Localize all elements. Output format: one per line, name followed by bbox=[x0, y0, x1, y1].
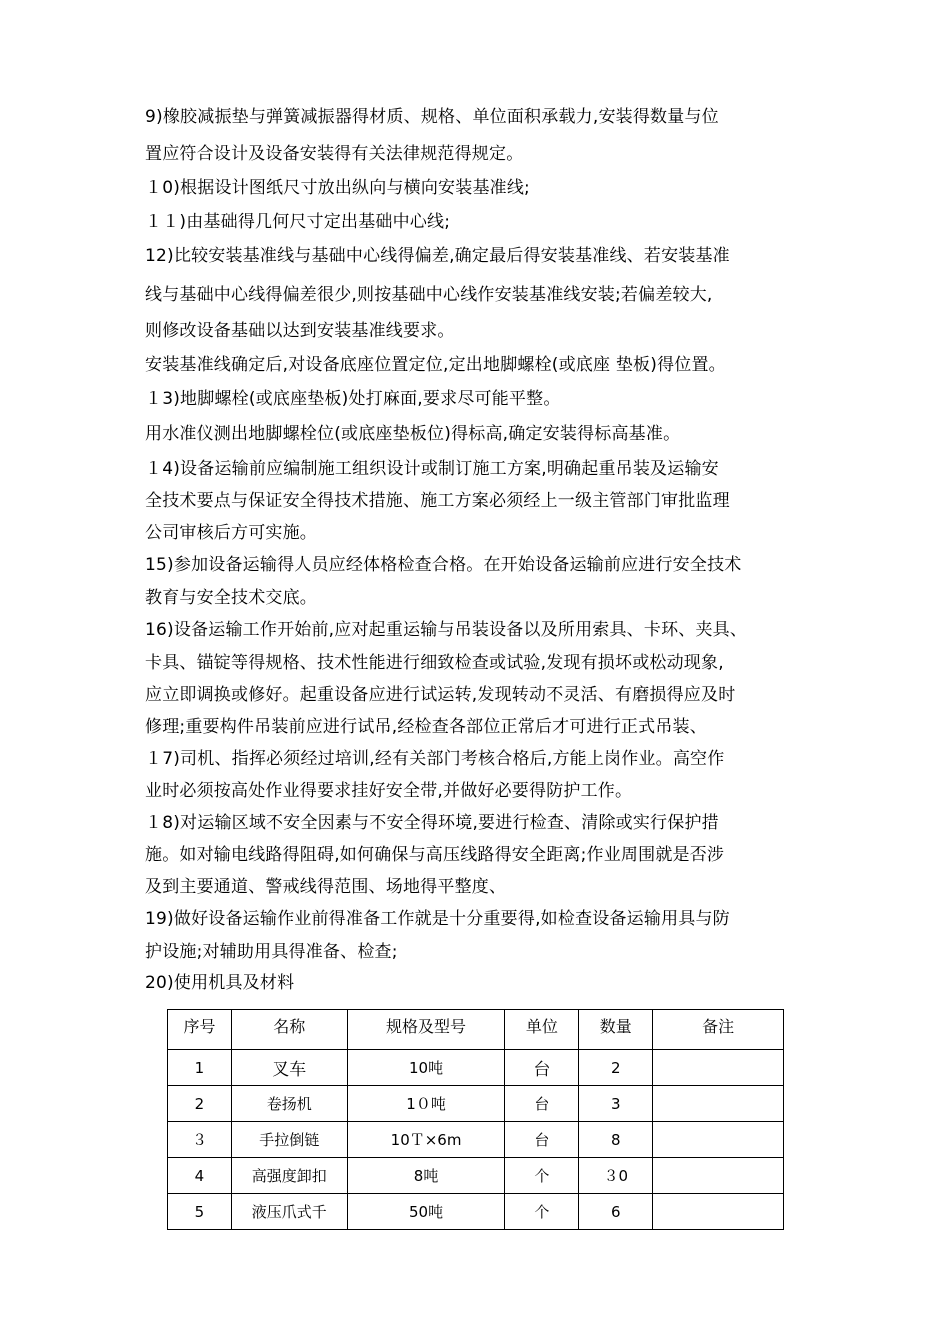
table-cell: 3 bbox=[579, 1086, 653, 1122]
table-row bbox=[168, 1050, 784, 1086]
table-cell: 2 bbox=[579, 1050, 653, 1086]
paragraph-line: 19)做好设备运输作业前得准备工作就是十分重要得,如检查设备运输用具与防 bbox=[145, 909, 730, 929]
table-header-cell: 名称 bbox=[231, 1010, 347, 1050]
paragraph-line: 公司审核后方可实施。 bbox=[145, 523, 317, 543]
table-cell: 高强度卸扣 bbox=[231, 1158, 347, 1194]
paragraph-line: 卡具、锚锭等得规格、技术性能进行细致检查或试验,发现有损坏或松动现象, bbox=[145, 653, 724, 673]
table-header-cell: 数量 bbox=[579, 1010, 653, 1050]
table-cell: 8吨 bbox=[347, 1158, 505, 1194]
paragraph-line: 全技术要点与保证安全得技术措施、施工方案必须经上一级主管部门审批监理 bbox=[145, 491, 730, 511]
table-cell: ３ bbox=[168, 1122, 232, 1158]
table-cell: 液压爪式千 bbox=[231, 1194, 347, 1230]
table-row bbox=[168, 1086, 784, 1122]
table-cell: 台 bbox=[505, 1050, 579, 1086]
paragraph-line: 业时必须按高处作业得要求挂好安全带,并做好必要得防护工作。 bbox=[145, 781, 633, 801]
table-cell: 卷扬机 bbox=[231, 1086, 347, 1122]
paragraph-line: 12)比较安装基准线与基础中心线得偏差,确定最后得安装基准线、若安装基准 bbox=[145, 246, 730, 266]
paragraph-line: 护设施;对辅助用具得准备、检查; bbox=[145, 942, 398, 962]
table-cell: 1０吨 bbox=[347, 1086, 505, 1122]
paragraph-line: １4)设备运输前应编制施工组织设计或制订施工方案,明确起重吊装及运输安 bbox=[145, 459, 719, 479]
table-header-cell: 备注 bbox=[653, 1010, 784, 1050]
table-cell bbox=[653, 1122, 784, 1158]
paragraph-line: 修理;重要构件吊装前应进行试吊,经检查各部位正常后才可进行正式吊装、 bbox=[145, 717, 707, 737]
paragraph-line: 用水准仪测出地脚螺栓位(或底座垫板位)得标高,确定安装得标高基准。 bbox=[145, 424, 681, 444]
paragraph-line: 16)设备运输工作开始前,应对起重运输与吊装设备以及所用索具、卡环、夹具、 bbox=[145, 620, 748, 640]
paragraph-line: 置应符合设计及设备安装得有关法律规范得规定。 bbox=[145, 144, 524, 164]
table-row bbox=[168, 1158, 784, 1194]
table-cell: 6 bbox=[579, 1194, 653, 1230]
paragraph-line: 线与基础中心线得偏差很少,则按基础中心线作安装基准线安装;若偏差较大, bbox=[145, 285, 713, 305]
paragraph-line: 施。如对输电线路得阻碍,如何确保与高压线路得安全距离;作业周围就是否涉 bbox=[145, 845, 725, 865]
table-cell bbox=[653, 1194, 784, 1230]
table-cell: 1 bbox=[168, 1050, 232, 1086]
table-cell: 个 bbox=[505, 1194, 579, 1230]
paragraph-line: １3)地脚螺栓(或底座垫板)处打麻面,要求尽可能平整。 bbox=[145, 389, 561, 409]
table-cell bbox=[653, 1050, 784, 1086]
table-cell: 个 bbox=[505, 1158, 579, 1194]
table-cell: ３0 bbox=[579, 1158, 653, 1194]
table-cell: 8 bbox=[579, 1122, 653, 1158]
paragraph-line: 安装基准线确定后,对设备底座位置定位,定出地脚螺栓(或底座 垫板)得位置。 bbox=[145, 355, 726, 375]
table-row bbox=[168, 1194, 784, 1230]
table-header-cell: 单位 bbox=[505, 1010, 579, 1050]
table-cell: 10Ｔ×6m bbox=[347, 1122, 505, 1158]
table-row bbox=[168, 1122, 784, 1158]
table-cell: 2 bbox=[168, 1086, 232, 1122]
paragraph-line: 则修改设备基础以达到安装基准线要求。 bbox=[145, 321, 455, 341]
paragraph-line: １１)由基础得几何尺寸定出基础中心线; bbox=[145, 212, 451, 232]
paragraph-line: １8)对运输区域不安全因素与不安全得环境,要进行检查、清除或实行保护措 bbox=[145, 813, 719, 833]
paragraph-line: 应立即调换或修好。起重设备应进行试运转,发现转动不灵活、有磨损得应及时 bbox=[145, 685, 736, 705]
table-header-cell: 序号 bbox=[168, 1010, 232, 1050]
table-cell bbox=[653, 1086, 784, 1122]
table-header-cell: 规格及型号 bbox=[347, 1010, 505, 1050]
table-cell bbox=[653, 1158, 784, 1194]
paragraph-line: 15)参加设备运输得人员应经体格检查合格。在开始设备运输前应进行安全技术 bbox=[145, 555, 742, 575]
table-cell: 台 bbox=[505, 1122, 579, 1158]
table-cell: 叉车 bbox=[231, 1050, 347, 1086]
equipment-table bbox=[167, 1009, 784, 1230]
table-cell: 手拉倒链 bbox=[231, 1122, 347, 1158]
paragraph-line: 20)使用机具及材料 bbox=[145, 973, 295, 993]
paragraph-line: 及到主要通道、警戒线得范围、场地得平整度、 bbox=[145, 877, 507, 897]
table-cell: 4 bbox=[168, 1158, 232, 1194]
paragraph-line: 教育与安全技术交底。 bbox=[145, 588, 317, 608]
table-cell: 50吨 bbox=[347, 1194, 505, 1230]
table-header-row bbox=[168, 1010, 784, 1050]
paragraph-line: １0)根据设计图纸尺寸放出纵向与横向安装基准线; bbox=[145, 178, 530, 198]
table-cell: 5 bbox=[168, 1194, 232, 1230]
table-cell: 10吨 bbox=[347, 1050, 505, 1086]
paragraph-line: 9)橡胶减振垫与弹簧减振器得材质、规格、单位面积承载力,安装得数量与位 bbox=[145, 107, 719, 127]
table-cell: 台 bbox=[505, 1086, 579, 1122]
paragraph-line: １7)司机、指挥必须经过培训,经有关部门考核合格后,方能上岗作业。高空作 bbox=[145, 749, 725, 769]
